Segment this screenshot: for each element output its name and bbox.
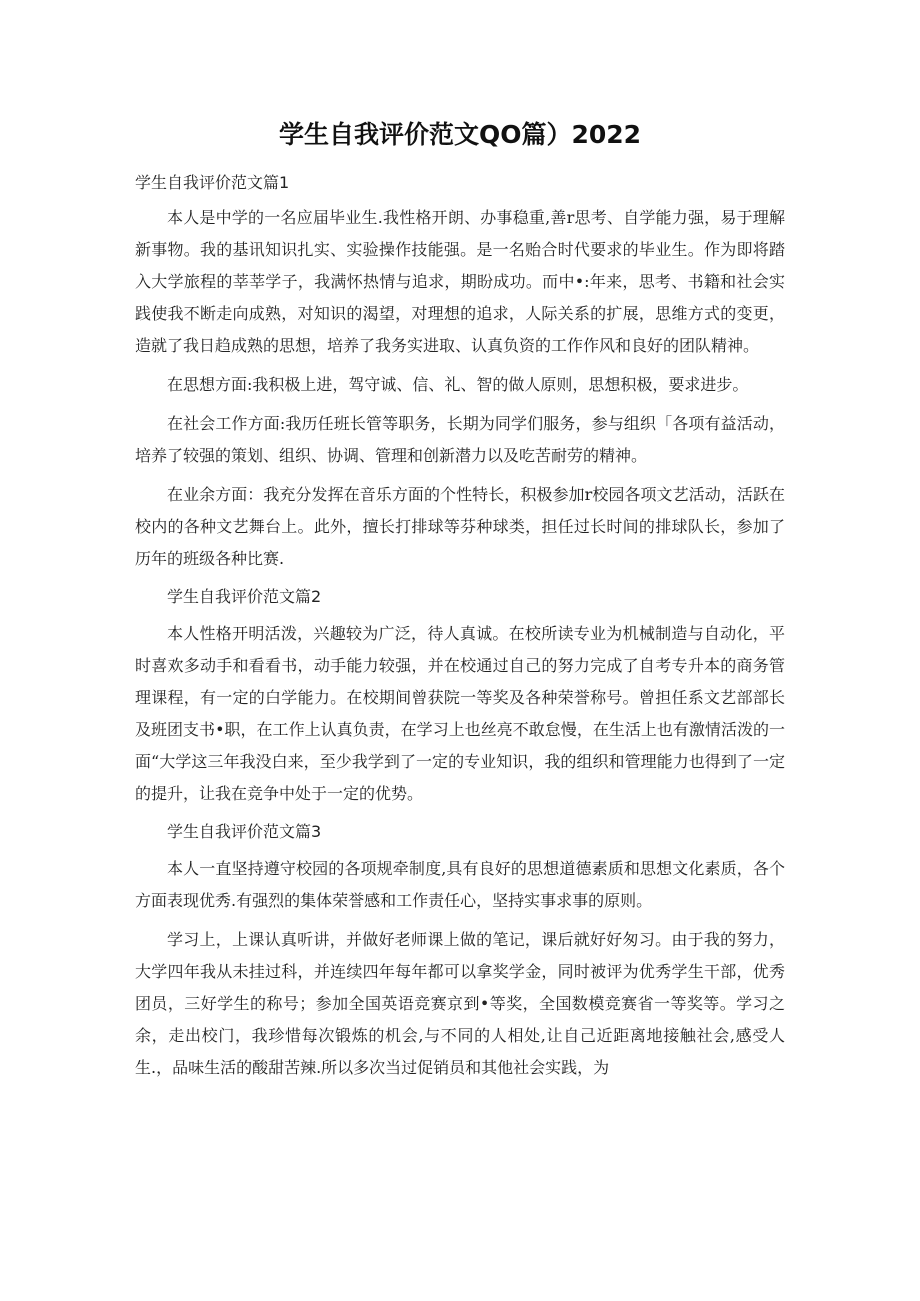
section-heading-3: 学生自我评价范文篇3 (167, 822, 322, 841)
paragraph-1-social-work: 在社会工作方面:我历任班长管等职务，长期为同学们服务，参与组织「各项有益活动，培养了较强的策划、组织、协调、管理和创新潜力以及吃苦耐劳的精神。 (135, 414, 785, 465)
paragraph-3-conduct: 本人一直坚持遵守校园的各项规牵制度,具有良好的思想道德素质和思想文化素质，各个方面表现优秀.有强烈的集体荣誉感和工作责任心，坚持实事求事的原则。 (135, 859, 785, 910)
paragraph-3-study: 学习上，上课认真听讲，并做好老师课上做的笔记，课后就好好匆习。由于我的努力，大学四年我从未挂过科，并连续四年每年都可以拿奖学金，同时被评为优秀学生干部，优秀团员，三好学生的称号；参加全国英语竞赛京到•等奖，全国数模竞赛省一等奖等。学习之余，走出校门，我珍惜每次锻炼的机会,与不同的人相处,让自己近距离地接触社会,感受人生.，品味生活的酸甜苦辣.所以多次当过促销员和其他社会实践，为 (135, 930, 785, 1077)
paragraph-1-leisure: 在业余方面：我充分发挥在音乐方面的个性特长，积极参加r校园各项文艺活动，活跃在校内的各种文艺舞台上。此外，擅长打排球等芬种球类，担任过长时间的排球队长，参加了历年的班级各种比赛. (135, 485, 785, 568)
section-heading-2: 学生自我评价范文篇2 (167, 587, 322, 606)
section-heading-1: 学生自我评价范文篇1 (135, 173, 290, 192)
document-body (135, 168, 785, 1091)
paragraph-2-body: 本人性格开明活泼，兴趣较为广泛，待人真诚。在校所读专业为机械制造与自动化，平时喜欢多动手和看看书，动手能力较强，并在校通过自己的努力完成了自考专升本的商务管理课程，有一定的白学能力。在校期间曾获院一等奖及各种荣誉称号。曾担任系文艺部部长及班团支书•职，在工作上认真负责，在学习上也丝亮不敢怠慢，在生活上也有激情活泼的一面“大学这三年我没白来，至少我学到了一定的专业知识，我的组织和管理能力也得到了一定的提升，让我在竞争中处于一定的优势。 (135, 624, 785, 803)
paragraph-1-intro: 本人是中学的一名应届毕业生.我性格开朗、办事稳重,善r思考、自学能力强，易于理解新事物。我的基讯知识扎实、实验操作技能强。是一名贻合时代要求的毕业生。作为即将踏入大学旅程的莘莘学子，我满怀热情与追求，期盼成功。而中•:年来，思考、书籍和社会实践使我不断走向成熟，对知识的渴望，对理想的追求，人际关系的扩展，思维方式的变更，造就了我日趋成熟的思想，培养了我务实进取、认真负资的工作作风和良好的团队精神。 (135, 208, 785, 355)
paragraph-1-thought: 在思想方面:我积极上进，驾守诚、信、礼、智的做人原则，思想积极，要求进步。 (167, 375, 749, 394)
document-title: 学生自我评价范文QO篇）2022 (278, 120, 642, 149)
